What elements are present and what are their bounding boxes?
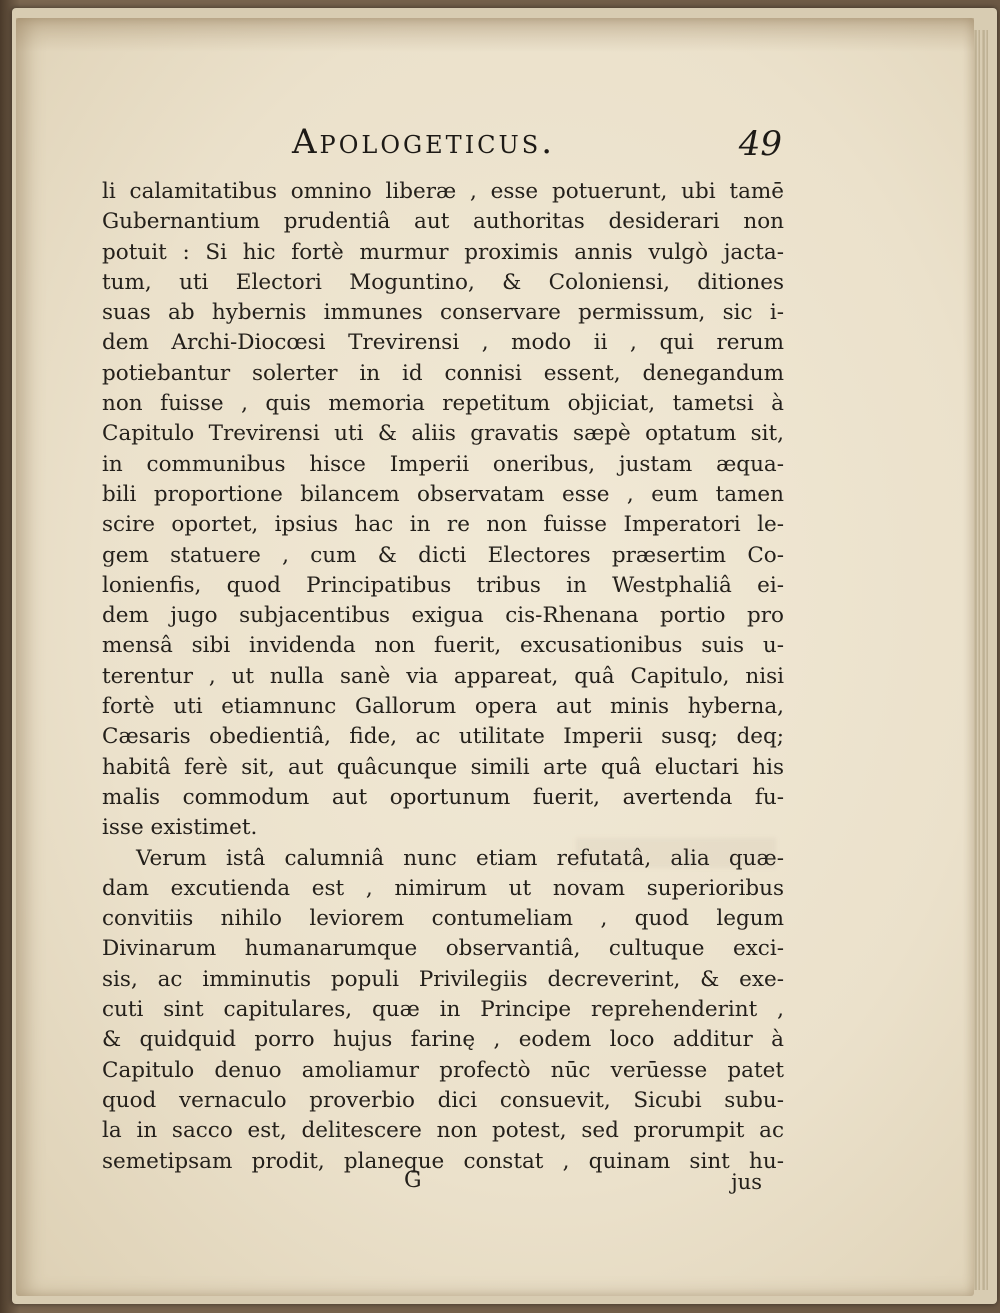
text-line: habitâ ferè sit, aut quâcunque simili arte quâ eluctari his bbox=[102, 754, 784, 780]
running-head: Apologeticus. bbox=[292, 122, 556, 162]
text-line: fortè uti etiamnunc Gallorum opera aut minis hyberna, bbox=[102, 694, 784, 720]
page-stain bbox=[16, 18, 974, 52]
text-line: Cæsaris obedientiâ, fide, ac utilitate Imperii susq; deq; bbox=[102, 724, 784, 750]
text-line: dem Archi-Diocœsi Trevirensi , modo ii , qui rerum bbox=[102, 330, 784, 356]
text-line: potiebantur solerter in id connisi essent, denegandum bbox=[102, 360, 784, 386]
text-line: gem statuere , cum & dicti Electores præsertim Co- bbox=[102, 542, 784, 568]
book-page bbox=[16, 18, 974, 1296]
text-line: la in sacco est, delitescere non potest, sed prorumpit ac bbox=[102, 1118, 784, 1144]
text-line: in communibus hisce Imperii oneribus, justam æqua- bbox=[102, 451, 784, 477]
text-line: quod vernaculo proverbio dici consuevit, Sicubi subu- bbox=[102, 1087, 784, 1113]
page-edge-right-2 bbox=[982, 30, 988, 1290]
page-header bbox=[292, 122, 782, 172]
page-footer bbox=[102, 1168, 784, 1200]
text-line: bili proportione bilancem observatam esse , eum tamen bbox=[102, 481, 784, 507]
text-line: non fuisse , quis memoria repetitum objiciat, tametsi à bbox=[102, 391, 784, 417]
text-line: cuti sint capitulares, quæ in Principe reprehenderint , bbox=[102, 997, 784, 1023]
body-text bbox=[102, 177, 784, 1177]
text-line: & quidquid porro hujus farinę , eodem loco additur à bbox=[102, 1027, 784, 1053]
text-line: convitiis nihilo leviorem contumeliam , quod legum bbox=[102, 906, 784, 932]
text-line: dem jugo subjacentibus exigua cis-Rhenana portio pro bbox=[102, 603, 784, 629]
text-line: potuit : Si hic fortè murmur proximis annis vulgò jacta- bbox=[102, 239, 784, 265]
text-line: terentur , ut nulla sanè via appareat, quâ Capitulo, nisi bbox=[102, 663, 784, 689]
text-line: Divinarum humanarumque observantiâ, cultuque exci- bbox=[102, 936, 784, 962]
text-line: Gubernantium prudentiâ aut authoritas desiderari non bbox=[102, 209, 784, 235]
text-line: semetipsam prodit, planeque constat , quinam sint hu- bbox=[102, 1148, 784, 1174]
text-line: dam excutienda est , nimirum ut novam superioribus bbox=[102, 875, 784, 901]
text-line: mensâ sibi invidenda non fuerit, excusationibus suis u- bbox=[102, 633, 784, 659]
catchword: jus bbox=[731, 1170, 762, 1194]
text-line: malis commodum aut oportunum fuerit, avertenda fu- bbox=[102, 784, 784, 810]
page-edge-right bbox=[974, 30, 980, 1290]
text-line: scire oportet, ipsius hac in re non fuisse Imperatori le- bbox=[102, 512, 784, 538]
page-number: 49 bbox=[738, 124, 782, 164]
text-line: Capitulo denuo amoliamur profectò nūc verūesse patet bbox=[102, 1057, 784, 1083]
text-line: Capitulo Trevirensi uti & aliis gravatis sæpè optatum sit, bbox=[102, 421, 784, 447]
text-line: tum, uti Electori Moguntino, & Coloniensi, ditiones bbox=[102, 269, 784, 295]
text-line: suas ab hybernis immunes conservare permissum, sic i- bbox=[102, 300, 784, 326]
text-line: lonienfis, quod Principatibus tribus in Westphaliâ ei- bbox=[102, 572, 784, 598]
text-line: li calamitatibus omnino liberæ , esse potuerunt, ubi tamē bbox=[102, 179, 784, 204]
text-line-paragraph-start: Verum istâ calumniâ nunc etiam refutatâ, alia quæ- bbox=[136, 845, 784, 871]
text-line-paragraph-end: isse existimet. bbox=[102, 815, 258, 841]
signature-mark: G bbox=[404, 1168, 422, 1193]
text-line: sis, ac imminutis populi Privilegiis decreverint, & exe- bbox=[102, 966, 784, 992]
